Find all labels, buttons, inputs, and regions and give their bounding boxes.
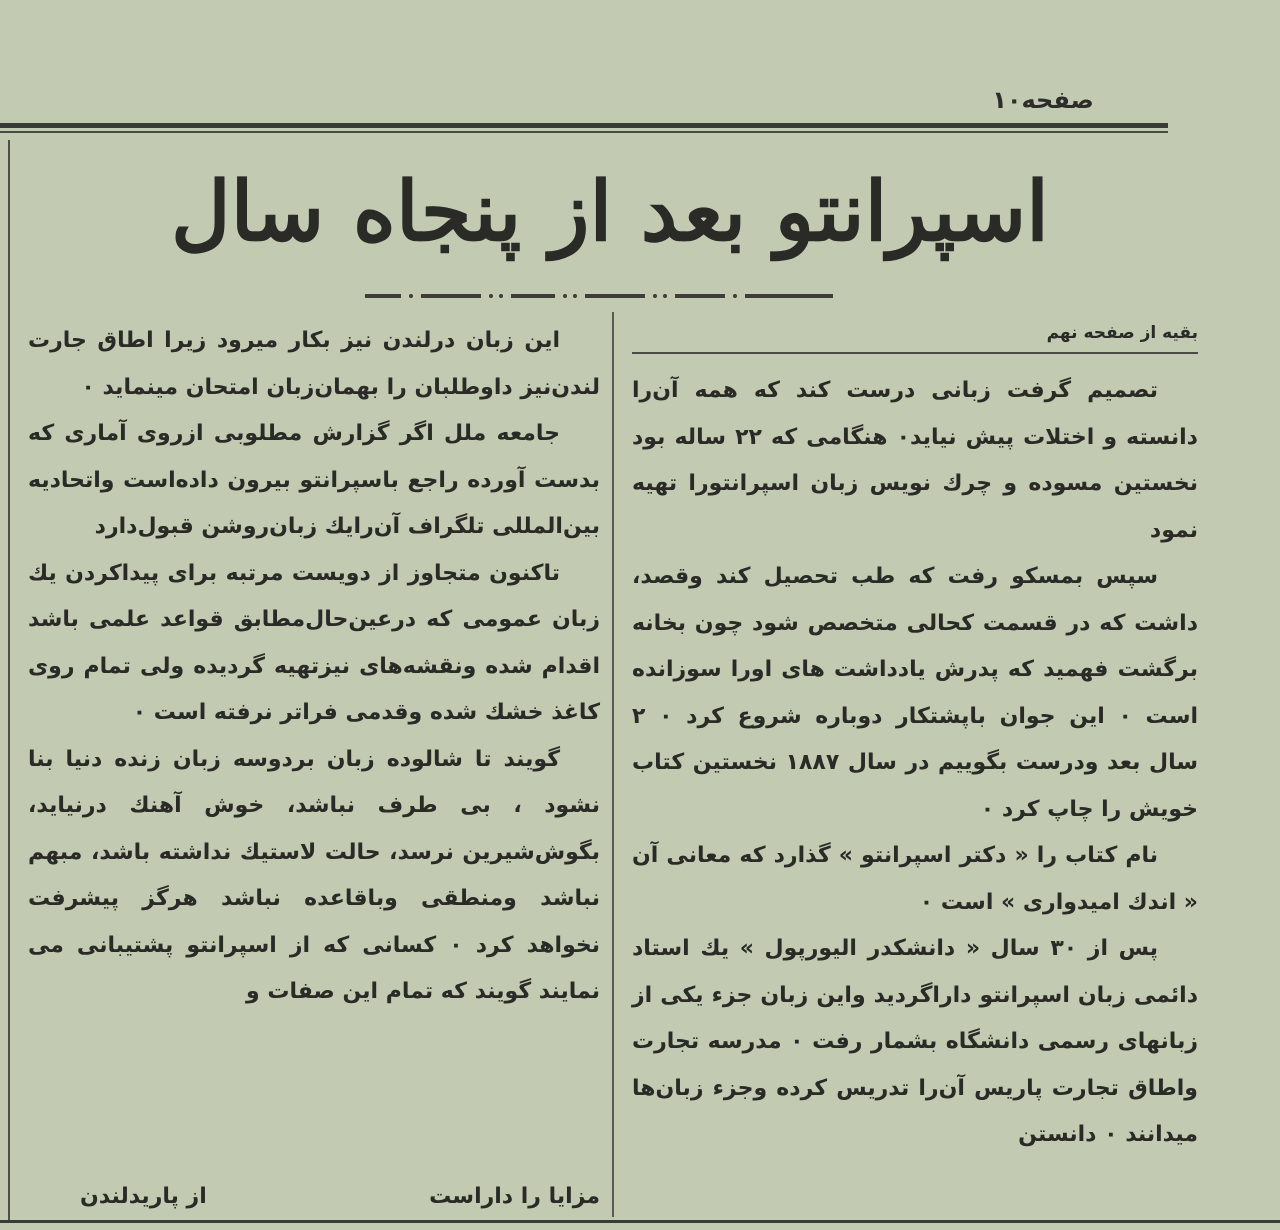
page-left-edge [8,140,10,1220]
header-rule-thin [0,131,1168,133]
left-column-footer [28,1180,600,1214]
footer-line: مزایا را داراست [429,1184,600,1209]
paragraph: سپس بمسکو رفت که طب تحصیل کند وقصد، داشت که در قسمت کحالی متخصص شود چون بخانه برگشت فهمید که پدرش یادداشت های اورا سوزانده است ٠ این جوان باپشتکار دوباره شروع کرد ٠ ۲ سال بعد ودرست بگوییم در سال ۱۸۸۷ نخستین کتاب خویش را چاپ کرد ٠ [632,564,1199,822]
page-number: صفحه۱۰ [992,86,1094,114]
paragraph: گویند تا شالوده زبان بردوسه زبان زنده دنیا بنا نشود ، بی طرف نباشد، خوش آهنك درنیاید، بگوش‌شیرین نرسد، حالت لاستیك نداشته باشد، مبهم نباشد ومنطقی وباقاعده نباشد هرگز پیشرفت نخواهد کرد ٠ کسانی که از اسپرانتو پشتیبانی می نمایند گویند که تمام این صفات و [28,746,601,1004]
article-headline: اسپرانتو بعد از پنجاه سال [171,164,1049,260]
paragraph: تاکنون متجاوز از دویست مرتبه برای پیداکردن یك زبان عمومی که درعین‌حال‌مطابق قواعد علمی باشد اقدام شده ونقشه‌های نیزتهیه گردیده ولی تمام روی کاغذ خشك شده وقدمی فراتر نرفته است ٠ [28,560,600,725]
source-credit: از پاریدلندن [80,1184,207,1209]
header-rule-thick [0,123,1168,128]
continuation-note: بقیه از صفحه نهم [632,318,1198,354]
paragraph: این زبان درلندن نیز بکار میرود زیرا اطاق جارت لندن‌نیز داوطلبان را بهمان‌زبان امتحان مینماید ٠ [28,328,600,400]
paragraph: جامعه ملل اگر گزارش مطلوبی ازروی آماری که بدست آورده راجع باسپرانتو بیرون داده‌است واتحادیه بین‌المللی تلگراف آن‌رایك زبان‌روشن قبول‌دارد [28,421,600,539]
footer-rule [0,1220,1280,1223]
headline-divider [365,292,833,302]
paragraph: تصمیم گرفت زبانی درست کند که همه آن‌را دانسته و اختلات پیش نیاید٠ هنگامی که ۲۲ ساله بود نخستین مسوده و چرك نویس زبان اسپرانتورا تهیه نمود [632,378,1198,543]
paragraph: پس از ۳۰ سال « دانشکدر الیورپول » یك استاد دائمی زبان اسپرانتو داراگردید واین زبان جزء یکی از زبانهای رسمی دانشگاه بشمار رفت ٠ مدرسه تجارت واطاق تجارت پاریس آن‌را تدریس کرده وجزء زبان‌ها میدانند ٠ دانستن [632,936,1198,1147]
column-divider [612,312,614,1217]
right-column [632,318,1198,1159]
paragraph: نام کتاب را « دکتر اسپرانتو » گذارد که معانی آن « اندك امیدواری » است ٠ [632,843,1198,915]
left-column [28,318,600,1016]
